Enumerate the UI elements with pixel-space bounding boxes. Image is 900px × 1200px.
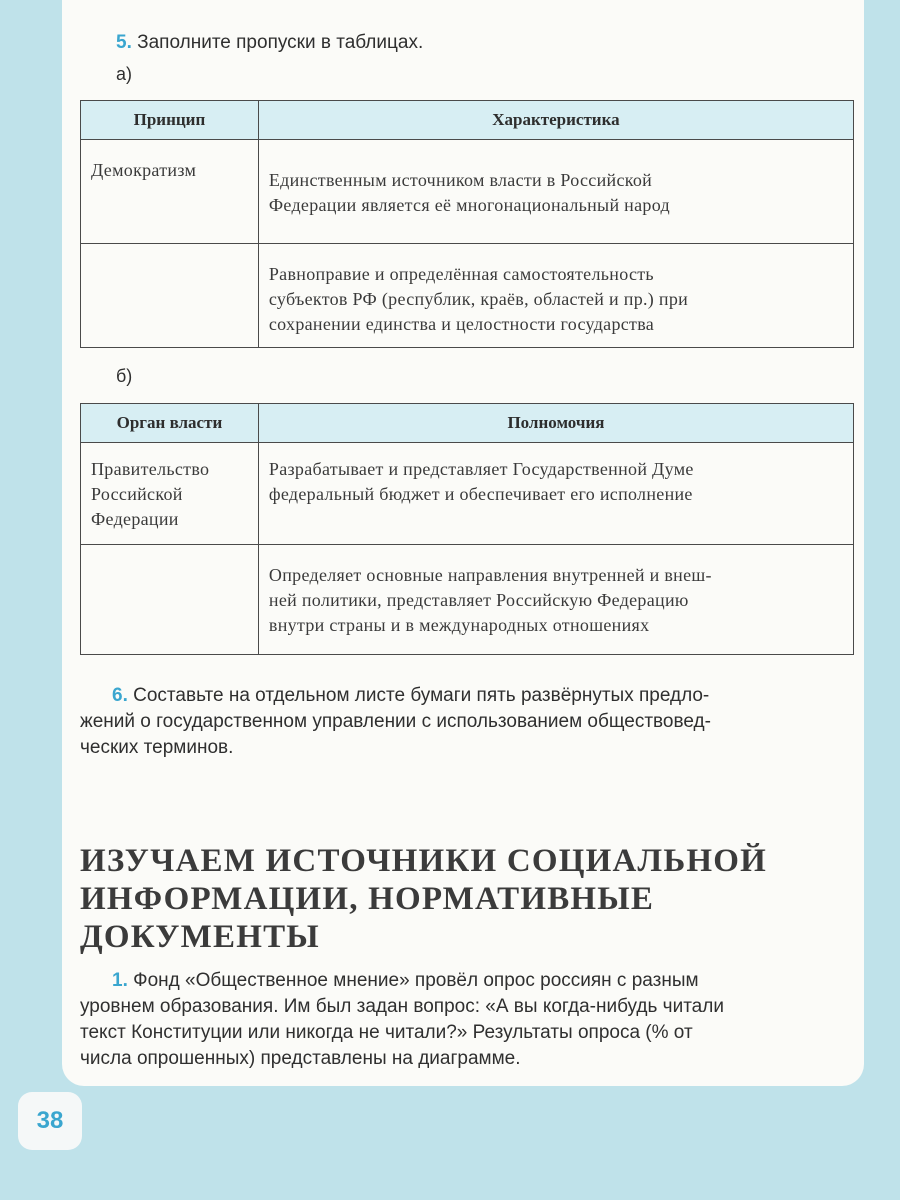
table-row — [81, 140, 854, 244]
table-a-header-row — [81, 101, 854, 140]
cell-line: Разрабатывает и представляет Государственной Думе — [268, 459, 694, 479]
table-row — [81, 545, 854, 655]
task6-paragraph — [80, 683, 850, 761]
part-b-label: б) — [116, 366, 133, 386]
task1-line: текст Конституции или никогда не читали?» Результаты опроса (% от — [80, 1022, 693, 1043]
table-b-header-row — [81, 404, 854, 443]
page-number: 38 — [18, 1092, 82, 1150]
cell-line: Равноправие и определённая самостоятельность — [268, 264, 654, 284]
table-a-empty-cell[interactable] — [81, 244, 259, 348]
task6-line-text: Составьте на отдельном листе бумаги пять развёрнутых предло- — [133, 685, 710, 706]
table-a-cell: Демократизм — [81, 140, 259, 244]
cell-line: ней политики, представляет Российскую Федерацию — [268, 590, 689, 610]
section-title-line: ИНФОРМАЦИИ, НОРМАТИВНЫЕ — [80, 881, 655, 917]
part-a-label: а) — [116, 64, 133, 84]
table-a-header-characteristic: Характеристика — [258, 101, 853, 140]
task5-number: 5. — [116, 32, 132, 53]
table-a — [80, 100, 854, 348]
task1-line: числа опрошенных) представлены на диаграмме. — [80, 1048, 521, 1069]
table-a-cell — [258, 244, 853, 348]
task1-line-text: Фонд «Общественное мнение» провёл опрос россиян с разным — [133, 970, 699, 991]
section-title-line: ИЗУЧАЕМ ИСТОЧНИКИ СОЦИАЛЬНОЙ — [80, 843, 767, 879]
table-b-empty-cell[interactable] — [81, 545, 259, 655]
cell-line: Правительство — [91, 459, 210, 479]
cell-line: федеральный бюджет и обеспечивает его исполнение — [268, 484, 693, 504]
task5-heading — [116, 30, 423, 56]
table-a-header-principle: Принцип — [81, 101, 259, 140]
table-b — [80, 403, 854, 655]
task1-line — [80, 968, 850, 994]
cell-line: субъектов РФ (республик, краёв, областей и пр.) при — [268, 289, 689, 309]
table-b-cell — [258, 545, 853, 655]
table-b-cell — [258, 443, 853, 545]
task5-text: Заполните пропуски в таблицах. — [137, 32, 424, 53]
task1-paragraph — [80, 968, 850, 1072]
task6-number: 6. — [112, 685, 128, 706]
task1-number: 1. — [112, 970, 128, 991]
cell-line: Федерации — [91, 509, 179, 529]
table-a-cell — [258, 140, 853, 244]
task6-line — [80, 683, 850, 709]
table-row — [81, 443, 854, 545]
cell-line: внутри страны и в международных отношениях — [268, 615, 650, 635]
section-title-line: ДОКУМЕНТЫ — [80, 919, 320, 955]
cell-line: Федерации является её многонациональный народ — [268, 195, 670, 215]
table-b-header-powers: Полномочия — [258, 404, 853, 443]
cell-line: сохранении единства и целостности государства — [268, 314, 655, 334]
task1-line: уровнем образования. Им был задан вопрос: «А вы когда-нибудь читали — [80, 996, 724, 1017]
cell-line: Определяет основные направления внутренней и внеш- — [268, 565, 712, 585]
task6-line: ческих терминов. — [80, 737, 234, 758]
table-b-header-authority: Орган власти — [81, 404, 259, 443]
cell-line: Единственным источником власти в Российской — [268, 170, 653, 190]
cell-line: Российской — [91, 484, 183, 504]
task6-line: жений о государственном управлении с использованием обществовед- — [80, 711, 711, 732]
table-row — [81, 244, 854, 348]
table-b-cell — [81, 443, 259, 545]
section-title — [80, 842, 840, 956]
